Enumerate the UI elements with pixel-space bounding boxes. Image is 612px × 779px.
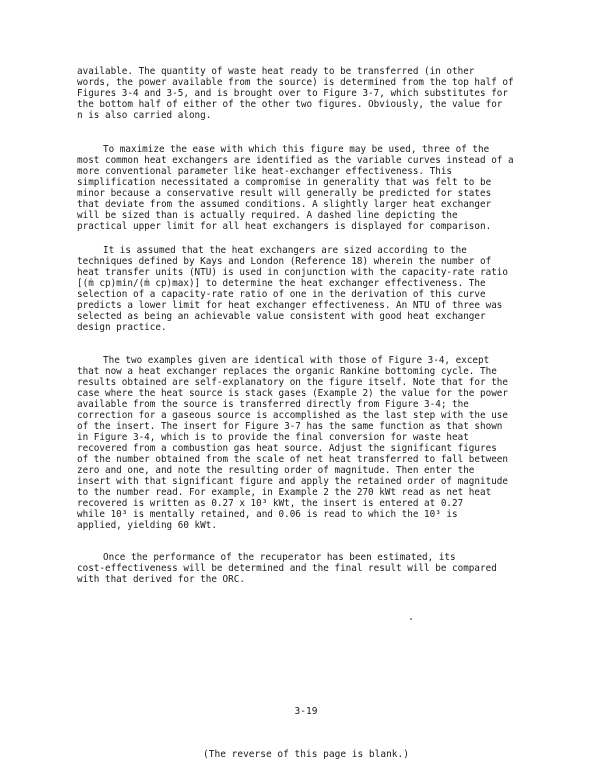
paragraph-5 [77, 552, 539, 585]
text-line: practical upper limit for all heat exchangers is displayed for comparison. [77, 221, 492, 232]
paragraph-1 [77, 66, 539, 121]
text-line: correction for a gaseous source is accomplished as the last step with the use [77, 410, 508, 421]
text-line: words, the power available from the source) is determined from the top half of [77, 77, 514, 88]
text-line: selected as being an achievable value consistent with good heat exchanger [77, 311, 486, 322]
text-line: n is also carried along. [77, 110, 212, 121]
text-line: cost-effectiveness will be determined and the final result will be compared [77, 563, 497, 574]
text-line: selection of a capacity-rate ratio of one in the derivation of this curve [77, 289, 486, 300]
text-line: techniques defined by Kays and London (Reference 18) wherein the number of [77, 256, 492, 267]
text-line: predicts a lower limit for heat exchanger effectiveness. An NTU of three was [77, 300, 503, 311]
text-line: most common heat exchangers are identified as the variable curves instead of a [77, 155, 514, 166]
text-line: will be sized than is actually required. A dashed line depicting the [77, 210, 458, 221]
text-line: available. The quantity of waste heat ready to be transferred (in other [77, 66, 475, 77]
text-line: that deviate from the assumed conditions. A slightly larger heat exchanger [77, 199, 492, 210]
text-line: applied, yielding 60 kWt. [77, 520, 217, 531]
text-line: of the insert. The insert for Figure 3-7 has the same function as that shown [77, 421, 503, 432]
text-line: zero and one, and note the resulting order of magnitude. Then enter the [77, 465, 475, 476]
text-line: the bottom half of either of the other two figures. Obviously, the value for [77, 99, 503, 110]
page-number: 3-19 [294, 706, 318, 717]
text-line: with that derived for the ORC. [77, 574, 245, 585]
text-line: while 10³ is mentally retained, and 0.06 is read to which the 10³ is [77, 509, 458, 520]
text-line: to the number read. For example, in Example 2 the 270 kWt read as net heat [77, 487, 492, 498]
text-line: available from the source is transferred directly from Figure 3-4; the [77, 399, 469, 410]
text-line: insert with that significant figure and apply the retained order of magnitude [77, 476, 508, 487]
text-line: in Figure 3-4, which is to provide the final conversion for waste heat [77, 432, 469, 443]
text-line: design practice. [77, 322, 167, 333]
text-line: To maximize the ease with which this figure may be used, three of the [103, 144, 490, 155]
paragraph-4 [77, 355, 539, 531]
text-line: heat transfer units (NTU) is used in conjunction with the capacity-rate ratio [77, 267, 508, 278]
text-line: of the number obtained from the scale of net heat transferred to fall between [77, 454, 508, 465]
text-line: recovered is written as 0.27 x 10³ kWt, the insert is entered at 0.27 [77, 498, 464, 509]
text-line: more conventional parameter like heat-exchanger effectiveness. This [77, 166, 453, 177]
text-line: Figures 3-4 and 3-5, and is brought over to Figure 3-7, which substitutes for [77, 88, 508, 99]
text-line: recovered from a combustion gas heat source. Adjust the significant figures [77, 443, 497, 454]
text-line: It is assumed that the heat exchangers are sized according to the [103, 245, 467, 256]
text-line: [(ṁ cp)min/(ṁ cp)max)] to determine the heat exchanger effectiveness. The [77, 278, 486, 289]
text-line: minor because a conservative result will generally be predicted for states [77, 188, 492, 199]
text-line: The two examples given are identical with those of Figure 3-4, except [103, 355, 490, 366]
text-line: results obtained are self-explanatory on the figure itself. Note that for the [77, 377, 508, 388]
footer-note: (The reverse of this page is blank.) [203, 749, 409, 760]
text-line: that now a heat exchanger replaces the organic Rankine bottoming cycle. The [77, 366, 497, 377]
scan-speck [410, 618, 412, 620]
paragraph-3 [77, 245, 539, 333]
text-line: Once the performance of the recuperator has been estimated, its [103, 552, 456, 563]
paragraph-2 [77, 144, 539, 232]
text-line: simplification necessitated a compromise in generality that was felt to be [77, 177, 492, 188]
text-line: case where the heat source is stack gases (Example 2) the value for the power [77, 388, 508, 399]
